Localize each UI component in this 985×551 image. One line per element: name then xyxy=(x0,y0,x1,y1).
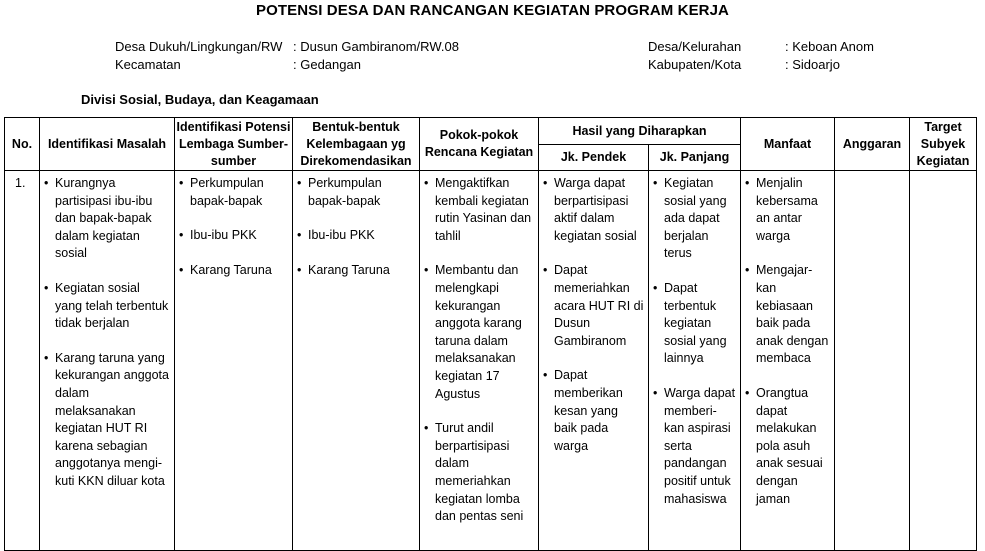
list-item: • Karang taruna yang kekurangan anggota dalam melaksanakan kegiatan HUT RI karena sebagian anggotanya mengi-kuti KKN diluar kota xyxy=(43,350,170,491)
row-number: 1. xyxy=(5,171,40,551)
list-item: • Kegiatan sosial yang ada dapat berjalan terus xyxy=(652,175,736,263)
header-jk-pendek: Jk. Pendek xyxy=(539,145,649,171)
cell-target xyxy=(910,171,977,551)
header-jk-panjang: Jk. Panjang xyxy=(649,145,741,171)
cell-anggaran xyxy=(835,171,910,551)
cell-bentuk-kelembagaan xyxy=(293,171,420,551)
list-item: • Karang Taruna xyxy=(296,262,415,280)
desa-dukuh-label: Desa Dukuh/Lingkungan/RW xyxy=(115,39,283,54)
cell-jk-panjang xyxy=(649,171,741,551)
cell-identifikasi-potensi xyxy=(175,171,293,551)
desa-kelurahan-value: : Keboan Anom xyxy=(785,39,874,54)
header-hasil: Hasil yang Diharapkan xyxy=(539,118,741,145)
header-no: No. xyxy=(5,118,40,171)
list-item: • Kegiatan sosial yang telah terbentuk tidak berjalan xyxy=(43,280,170,333)
list-item: • Orangtua dapat melakukan pola asuh anak sesuai dengan jaman xyxy=(744,385,830,508)
cell-pokok-kegiatan xyxy=(420,171,539,551)
cell-jk-pendek xyxy=(539,171,649,551)
list-item: • Kurangnya partisipasi ibu-ibu dan bapak-bapak dalam kegiatan sosial xyxy=(43,175,170,263)
header-manfaat: Manfaat xyxy=(741,118,835,171)
list-item: • Turut andil berpartisipasi dalam memeriahkan kegiatan lomba dan pentas seni xyxy=(423,420,534,526)
header-pokok-kegiatan: Pokok-pokok Rencana Kegiatan xyxy=(420,118,539,171)
list-item: • Dapat memeriahkan acara HUT RI di Dusun Gambiranom xyxy=(542,262,644,350)
header-anggaran: Anggaran xyxy=(835,118,910,171)
kecamatan-value: : Gedangan xyxy=(293,57,361,72)
header-target: Target Subyek Kegiatan xyxy=(910,118,977,171)
list-item: • Perkumpulan bapak-bapak xyxy=(178,175,288,210)
header-identifikasi-masalah: Identifikasi Masalah xyxy=(40,118,175,171)
list-item: • Mengaktifkan kembali kegiatan rutin Yasinan dan tahlil xyxy=(423,175,534,245)
list-item: • Warga dapat berpartisipasi aktif dalam kegiatan sosial xyxy=(542,175,644,245)
cell-identifikasi-masalah xyxy=(40,171,175,551)
list-item: • Karang Taruna xyxy=(178,262,288,280)
page-title: POTENSI DESA DAN RANCANGAN KEGIATAN PROGRAM KERJA xyxy=(256,2,729,19)
list-item: • Mengajar-kan kebiasaan baik pada anak dengan membaca xyxy=(744,262,830,368)
division-title: Divisi Sosial, Budaya, dan Keagamaan xyxy=(81,92,319,107)
list-item: • Menjalin kebersama an antar warga xyxy=(744,175,830,245)
list-item: • Perkumpulan bapak-bapak xyxy=(296,175,415,210)
desa-kelurahan-label: Desa/Kelurahan xyxy=(648,39,742,54)
list-item: • Warga dapat memberi-kan aspirasi serta pandangan positif untuk mahasiswa xyxy=(652,385,736,508)
header-identifikasi-potensi: Identifikasi Potensi Lembaga Sumber-sumber xyxy=(175,118,293,171)
kabupaten-value: : Sidoarjo xyxy=(785,57,840,72)
kabupaten-label: Kabupaten/Kota xyxy=(648,57,742,72)
cell-manfaat xyxy=(741,171,835,551)
list-item: • Dapat memberikan kesan yang baik pada warga xyxy=(542,367,644,455)
list-item: • Ibu-ibu PKK xyxy=(296,227,415,245)
kecamatan-label: Kecamatan xyxy=(115,57,181,72)
header-bentuk-kelembagaan: Bentuk-bentuk Kelembagaan yg Direkomendasikan xyxy=(293,118,420,171)
program-table xyxy=(4,117,977,551)
list-item: • Membantu dan melengkapi kekurangan anggota karang taruna dalam melaksanakan kegiatan 17 Agustus xyxy=(423,262,534,403)
list-item: • Ibu-ibu PKK xyxy=(178,227,288,245)
desa-dukuh-value: : Dusun Gambiranom/RW.08 xyxy=(293,39,459,54)
list-item: • Dapat terbentuk kegiatan sosial yang lainnya xyxy=(652,280,736,368)
